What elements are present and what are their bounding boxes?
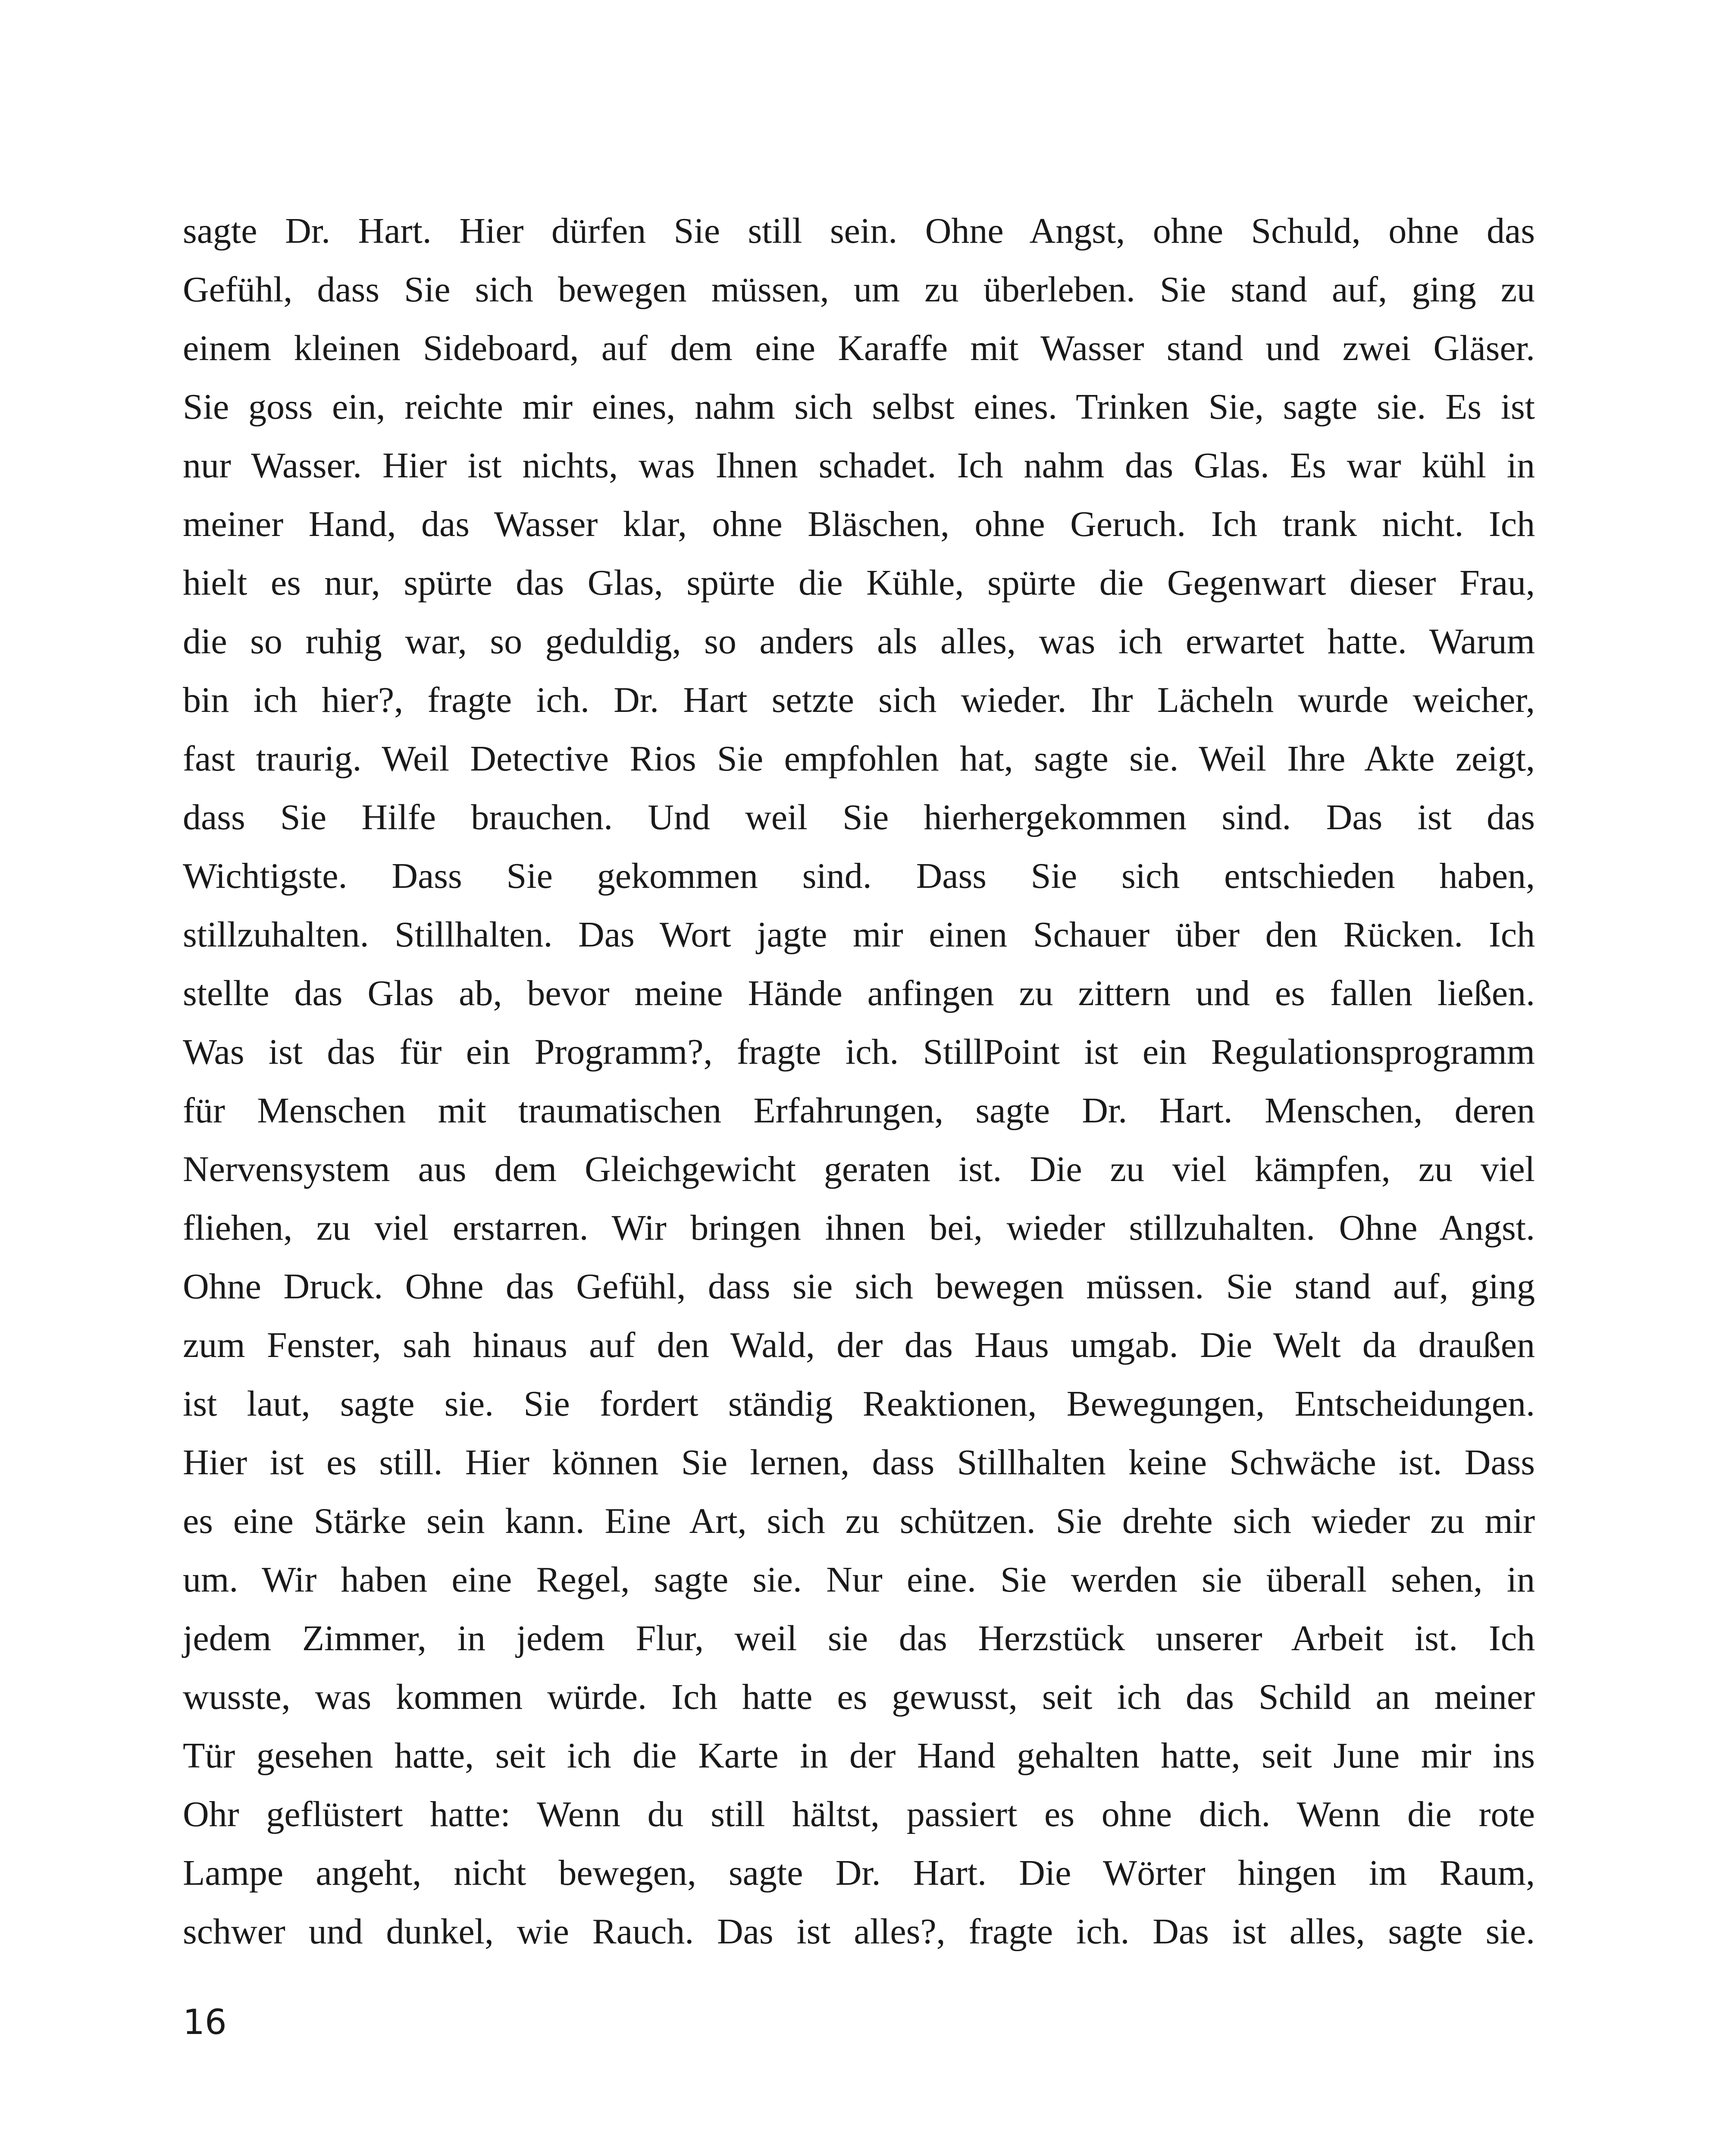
text-line: jedem Zimmer, in jedem Flur, weil sie das Herzstück unserer Arbeit ist. Ich: [183, 1618, 1535, 1658]
text-line: bin ich hier?, fragte ich. Dr. Hart setzte sich wieder. Ihr Lächeln wurde weicher,: [183, 680, 1535, 720]
text-line: wusste, was kommen würde. Ich hatte es gewusst, seit ich das Schild an meiner: [183, 1677, 1535, 1717]
text-line: ist laut, sagte sie. Sie fordert ständig Reaktionen, Bewegungen, Entscheidungen.: [183, 1384, 1535, 1424]
text-line: stillzuhalten. Stillhalten. Das Wort jagte mir einen Schauer über den Rücken. Ich: [183, 915, 1535, 955]
text-line: zum Fenster, sah hinaus auf den Wald, der das Haus umgab. Die Welt da draußen: [183, 1325, 1535, 1365]
page-number: 16: [183, 2002, 227, 2042]
text-line: dass Sie Hilfe brauchen. Und weil Sie hierhergekommen sind. Das ist das: [183, 797, 1535, 837]
text-line: fliehen, zu viel erstarren. Wir bringen ihnen bei, wieder stillzuhalten. Ohne Angst.: [183, 1208, 1535, 1248]
text-line: stellte das Glas ab, bevor meine Hände anfingen zu zittern und es fallen ließen.: [183, 973, 1535, 1013]
text-line: es eine Stärke sein kann. Eine Art, sich zu schützen. Sie drehte sich wieder zu mir: [183, 1501, 1535, 1541]
text-line: einem kleinen Sideboard, auf dem eine Karaffe mit Wasser stand und zwei Gläser.: [183, 328, 1535, 368]
text-line: Lampe angeht, nicht bewegen, sagte Dr. Hart. Die Wörter hingen im Raum,: [183, 1853, 1535, 1893]
text-line: Hier ist es still. Hier können Sie lernen, dass Stillhalten keine Schwäche ist. Dass: [183, 1442, 1535, 1482]
text-line: sagte Dr. Hart. Hier dürfen Sie still sein. Ohne Angst, ohne Schuld, ohne das: [183, 211, 1535, 251]
text-line: meiner Hand, das Wasser klar, ohne Bläschen, ohne Geruch. Ich trank nicht. Ich: [183, 504, 1535, 544]
text-line: die so ruhig war, so geduldig, so anders als alles, was ich erwartet hatte. Warum: [183, 621, 1535, 661]
body-text: [183, 202, 1535, 1961]
text-line: nur Wasser. Hier ist nichts, was Ihnen schadet. Ich nahm das Glas. Es war kühl in: [183, 445, 1535, 486]
text-line: schwer und dunkel, wie Rauch. Das ist alles?, fragte ich. Das ist alles, sagte sie.: [183, 1912, 1535, 1952]
text-line: um. Wir haben eine Regel, sagte sie. Nur eine. Sie werden sie überall sehen, in: [183, 1560, 1535, 1600]
text-line: Gefühl, dass Sie sich bewegen müssen, um zu überleben. Sie stand auf, ging zu: [183, 270, 1535, 310]
text-line: fast traurig. Weil Detective Rios Sie empfohlen hat, sagte sie. Weil Ihre Akte zeigt,: [183, 739, 1535, 779]
text-line: Sie goss ein, reichte mir eines, nahm sich selbst eines. Trinken Sie, sagte sie. Es ist: [183, 387, 1535, 427]
text-line: Ohne Druck. Ohne das Gefühl, dass sie sich bewegen müssen. Sie stand auf, ging: [183, 1266, 1535, 1307]
text-line: Tür gesehen hatte, seit ich die Karte in der Hand gehalten hatte, seit June mir ins: [183, 1736, 1535, 1776]
text-line: Wichtigste. Dass Sie gekommen sind. Dass Sie sich entschieden haben,: [183, 856, 1535, 896]
text-line: Nervensystem aus dem Gleichgewicht geraten ist. Die zu viel kämpfen, zu viel: [183, 1149, 1535, 1189]
text-line: Ohr geflüstert hatte: Wenn du still hältst, passiert es ohne dich. Wenn die rote: [183, 1794, 1535, 1834]
text-line: Was ist das für ein Programm?, fragte ich. StillPoint ist ein Regulationsprogramm: [183, 1032, 1535, 1072]
text-line: hielt es nur, spürte das Glas, spürte die Kühle, spürte die Gegenwart dieser Frau,: [183, 563, 1535, 603]
text-line: für Menschen mit traumatischen Erfahrungen, sagte Dr. Hart. Menschen, deren: [183, 1091, 1535, 1131]
